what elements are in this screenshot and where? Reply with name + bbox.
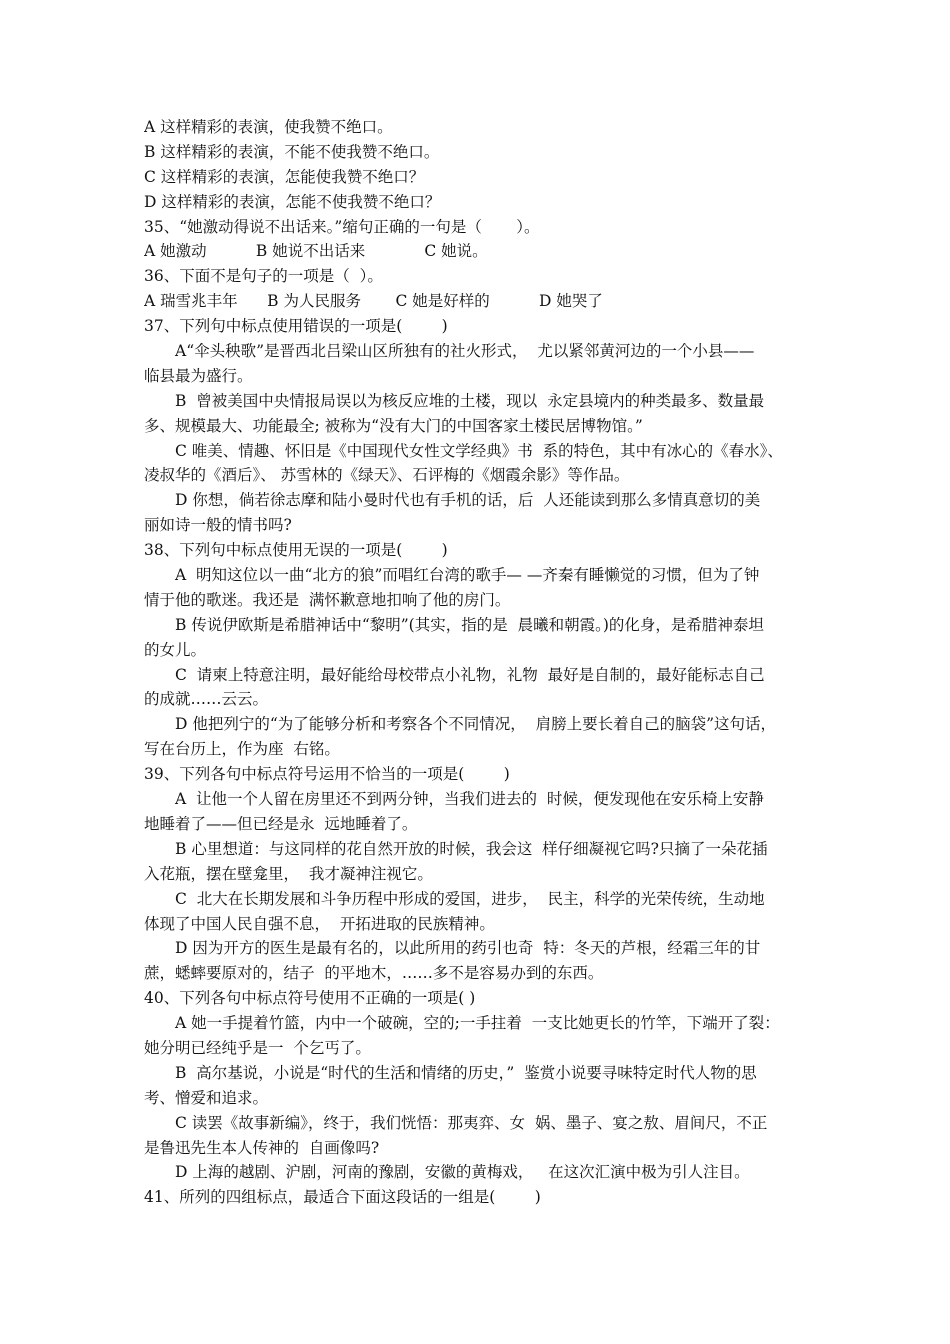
q36-options: A 瑞雪兆丰年 B 为人民服务 C 她是好样的 D 她哭了 [144, 292, 603, 311]
q36-stem: 36、下面不是句子的一项是（ ）。 [144, 267, 383, 286]
q39-option-c-line1: C 北大在长期发展和斗争历程中形成的爱国，进步， 民主，科学的光荣传统，生动地 [175, 889, 765, 908]
q34-option-b: B 这样精彩的表演，不能不使我赞不绝口。 [144, 142, 440, 161]
q38-option-a-line2: 情于他的歌迷。我还是 满怀歉意地扣响了他的房门。 [144, 590, 511, 609]
q40-option-a-line1: A 她一手提着竹篮，内中一个破碗，空的;一手拄着 一支比她更长的竹竿，下端开了裂： [175, 1014, 780, 1033]
q40-option-d-line1: D 上海的越剧、沪剧，河南的豫剧，安徽的黄梅戏， 在这次汇演中极为引人注目。 [175, 1163, 750, 1182]
q35-options: A 她激动 B 她说不出话来 C 她说。 [144, 242, 488, 261]
q40-option-c-line1: C 读罢《故事新编》，终于，我们恍悟：那夷弈、女 娲、墨子、宴之敖、眉间尺，不正 [175, 1113, 768, 1132]
exam-page [144, 115, 808, 1210]
q37-option-c-line1: C 唯美、情趣、怀旧是《中国现代女性文学经典》书 系的特色，其中有冰心的《春水》、 [175, 441, 783, 460]
q37-option-c-line2: 凌叔华的《酒后》、 苏雪林的《绿天》、石评梅的《烟霞余影》等作品。 [144, 466, 630, 485]
q38-option-c-line1: C 请柬上特意注明，最好能给母校带点小礼物，礼物 最好是自制的，最好能标志自己 [175, 665, 765, 684]
q38-stem: 38、下列句中标点使用无误的一项是( ) [144, 541, 448, 560]
q37-option-a-line1: A“伞头秧歌”是晋西北吕梁山区所独有的社火形式， 尤以紧邻黄河边的一个小县—— [175, 342, 755, 361]
q38-option-b-line2: 的女儿。 [144, 640, 207, 659]
q38-option-a-line1: A 明知这位以一曲“北方的狼”而唱红台湾的歌手— —齐秦有睡懒觉的习惯，但为了钟 [175, 566, 760, 585]
q34-option-d: D 这样精彩的表演，怎能不使我赞不绝口？ [144, 192, 441, 211]
q38-option-d-line1: D 他把列宁的“为了能够分析和考察各个不同情况， 肩膀上要长着自己的脑袋”这句话， [175, 715, 777, 734]
q40-option-a-line2: 她分明已经纯乎是一 个乞丐了。 [144, 1038, 371, 1057]
q40-option-b-line1: B 高尔基说，小说是“时代的生活和情绪的历史，” 鉴赏小说要寻味特定时代人物的思 [175, 1063, 757, 1082]
q37-stem: 37、下列句中标点使用错误的一项是( ) [144, 317, 448, 336]
q38-option-b-line1: B 传说伊欧斯是希腊神话中“黎明”(其实，指的是 晨曦和朝霞。)的化身，是希腊神泰坦 [175, 615, 764, 634]
q39-option-b-line1: B 心里想道：与这同样的花自然开放的时候，我会这 样仔细凝视它吗?只摘了一朵花插 [175, 839, 768, 858]
q39-option-d-line1: D 因为开方的医生是最有名的，以此所用的药引也奇 特：冬天的芦根，经霜三年的甘 [175, 939, 761, 958]
q39-option-d-line2: 蔗，蟋蟀要原对的，结子 的平地木，……多不是容易办到的东西。 [144, 964, 604, 983]
q37-option-b-line1: B 曾被美国中央情报局误以为核反应堆的土楼，现以 永定县境内的种类最多、数量最 [175, 391, 765, 410]
q39-option-c-line2: 体现了中国人民自强不息， 开拓进取的民族精神。 [144, 914, 495, 933]
q40-option-c-line2: 是鲁迅先生本人传神的 自画像吗? [144, 1138, 380, 1157]
q37-option-d-line1: D 你想，倘若徐志摩和陆小曼时代也有手机的话，后 人还能读到那么多情真意切的美 [175, 491, 761, 510]
q41-stem: 41、所列的四组标点，最适合下面这段话的一组是( ) [144, 1188, 541, 1207]
q40-stem: 40、下列各句中标点符号使用不正确的一项是( ) [144, 989, 476, 1008]
q39-option-b-line2: 入花瓶，摆在壁龛里， 我才凝神注视它。 [144, 864, 433, 883]
q40-option-b-line2: 考、憎爱和追求。 [144, 1088, 269, 1107]
q37-option-b-line2: 多、规模最大、功能最全; 被称为“没有大门的中国客家土楼民居博物馆。” [144, 416, 643, 435]
q34-option-a: A 这样精彩的表演，使我赞不绝口。 [144, 118, 393, 136]
q38-option-c-line2: 的成就……云云。 [144, 690, 269, 709]
q38-option-d-line2: 写在台历上，作为座 右铭。 [144, 740, 340, 759]
q39-option-a-line1: A 让他一个人留在房里还不到两分钟，当我们进去的 时候，便发现他在安乐椅上安静 [175, 790, 764, 809]
q35-stem: 35、“她激动得说不出话来。”缩句正确的一句是（ ）。 [144, 217, 540, 236]
q37-option-d-line2: 丽如诗一般的情书吗? [144, 516, 292, 535]
q39-option-a-line2: 地睡着了——但已经是永 远地睡着了。 [144, 814, 418, 833]
q37-option-a-line2: 临县最为盛行。 [144, 366, 253, 385]
q39-stem: 39、下列各句中标点符号运用不恰当的一项是( ) [144, 765, 510, 784]
q34-option-c: C 这样精彩的表演，怎能使我赞不绝口？ [144, 167, 425, 186]
